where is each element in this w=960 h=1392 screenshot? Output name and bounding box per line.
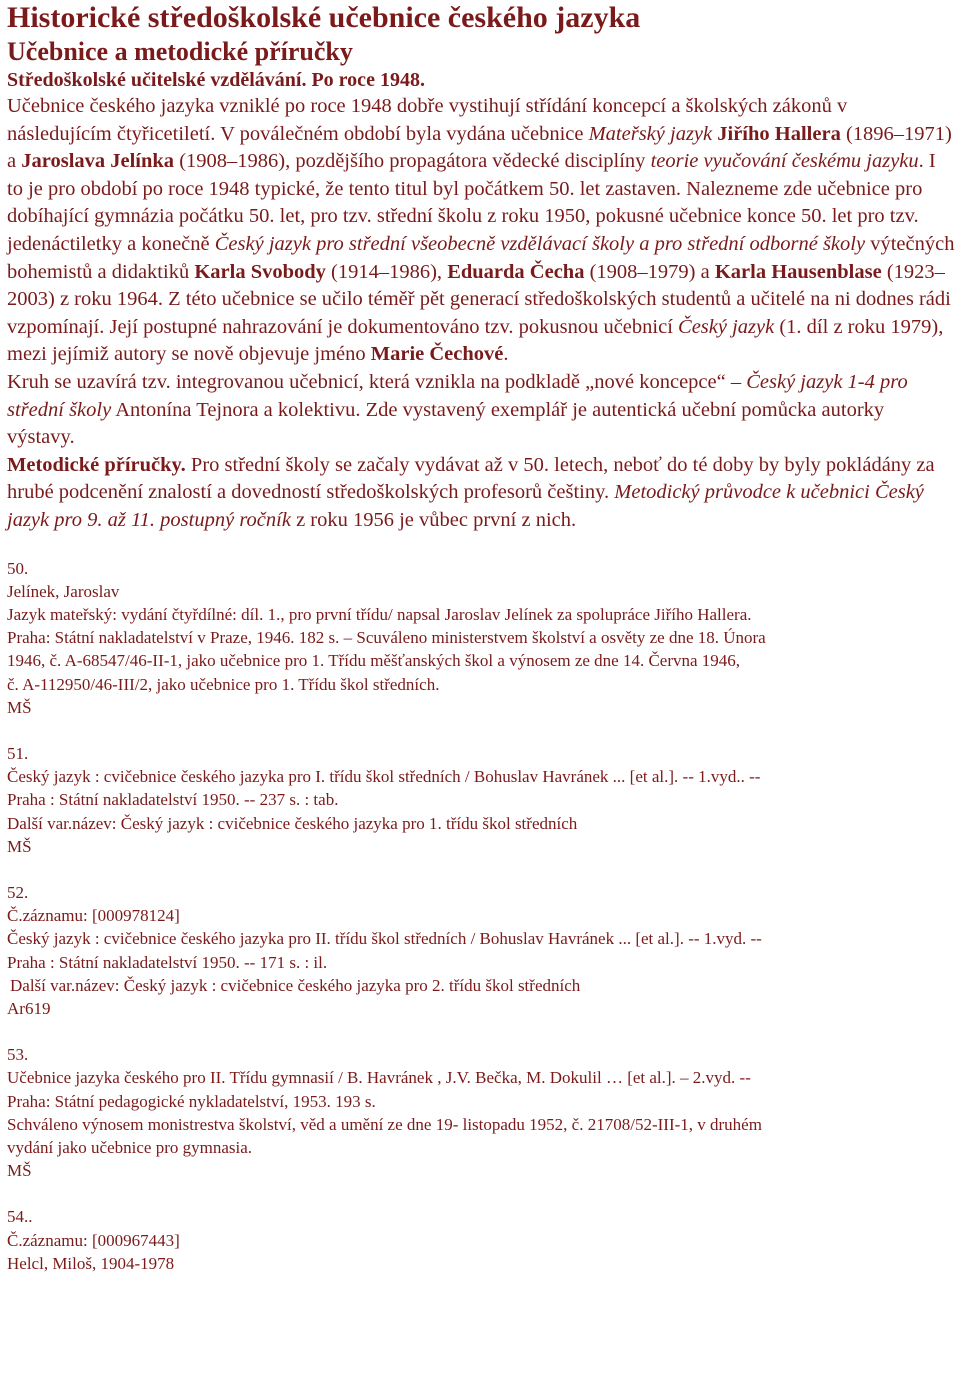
catalog-entry-52 — [7, 881, 955, 1020]
author-name: Karla Svobody — [194, 260, 326, 283]
catalog-entry-51 — [7, 742, 955, 858]
entry-location: MŠ — [7, 836, 32, 856]
entry-line: Další var.název: Český jazyk : cvičebnice českého jazyka pro 1. třídu škol středních — [7, 813, 578, 833]
text-run: (1. díl z roku 1979), mezi jejímiž autory se nově objevuje jméno — [7, 315, 944, 366]
author-name: Marie Čechové — [370, 343, 504, 366]
text-run: . I to je pro období po roce 1948 typické, že tento titul byl počátkem 50. let zastaven. Nalezneme zde učebnice pro dobíhající gymnázia počátku 50. let, pro tzv. střední školu z roku 1950, pokusné učebnice konce 50. let pro tzv. jedenáctiletky a konečně — [7, 150, 936, 255]
entry-line: č. A-112950/46-III/2, jako učebnice pro 1. Třídu škol středních. — [7, 674, 440, 694]
author-name: Jaroslava Jelínka — [21, 150, 175, 173]
entry-number: 54.. — [7, 1207, 33, 1227]
text-run: (1908–1986), pozdějšího propagátora vědecké disciplíny — [174, 150, 651, 173]
book-title: Metodický průvodce k učebnici Český jazyk pro 9. až 11. postupný ročník — [7, 481, 924, 531]
text-run: Antonína Tejnora a kolektivu. Zde vystavený exemplář je autentická učební pomůcka autorky výstavy. — [7, 398, 885, 449]
author-name: Jiřího Hallera — [717, 122, 841, 145]
document-page — [7, 0, 955, 1298]
entry-line: vydání jako učebnice pro gymnasia. — [7, 1137, 253, 1157]
entry-location: MŠ — [7, 697, 32, 717]
text-run: Kruh se uzavírá tzv. integrovanou učebnicí, která vznikla na podkladě „nové koncepce“ – — [7, 370, 747, 393]
entry-line: Jazyk mateřský: vydání čtyřdílné: díl. 1., pro první třídu/ napsal Jaroslav Jelínek za spolupráce Jiřího Hallera. — [7, 604, 752, 624]
section-heading: Středoškolské učitelské vzdělávání. Po roce 1948. — [7, 69, 425, 91]
text-run: (1923–2003) z roku 1964. Z této učebnice se učilo téměř pět generací středoškolských studentů a učitelé na ni dodnes rádi vzpomínají. Její postupné nahrazování je dokumentováno tzv. pokusnou učebnicí — [7, 260, 951, 338]
text-run: Pro střední školy se začaly vydávat až v 50. letech, neboť do té doby by byly pokládány za hrubé podcenění znalostí a dovedností středoškolských profesorů češtiny. — [7, 453, 935, 504]
text-run: (1914–1986), — [325, 260, 448, 283]
book-title: Český jazyk pro střední všeobecně vzdělávací školy a pro střední odborné školy — [214, 232, 866, 255]
entry-line: Jelínek, Jaroslav — [7, 581, 120, 601]
entry-line: Český jazyk : cvičebnice českého jazyka pro I. třídu škol středních / Bohuslav Havránek ... [et al.]. -- 1.vyd.. -- — [7, 767, 761, 787]
entry-location: MŠ — [7, 1161, 32, 1181]
entry-line: Schváleno výnosem monistrestva školství, věd a umění ze dne 19- listopadu 1952, č. 21708/52-III-1, v druhém — [7, 1114, 762, 1134]
text-run: (1896–1971) a — [7, 122, 952, 173]
entry-line: Učebnice jazyka českého pro II. Třídu gymnasií / B. Havránek , J.V. Bečka, M. Dokulil … [et al.]. – 2.vyd. -- — [7, 1068, 751, 1088]
discipline-name: teorie vyučování českému jazyku — [650, 150, 919, 173]
book-title: Český jazyk 1-4 pro střední školy — [7, 370, 908, 421]
paragraph-lead: Metodické příručky. — [7, 453, 186, 476]
entry-line: Helcl, Miloš, 1904-1978 — [7, 1253, 175, 1273]
page-subtitle: Učebnice a metodické příručky — [7, 37, 353, 66]
book-title: Český jazyk — [678, 315, 775, 338]
intro-paragraph-3 — [7, 452, 955, 535]
text-run: . — [503, 343, 509, 366]
text-run: z roku 1956 je vůbec první z nich. — [290, 508, 577, 531]
catalog-entries — [7, 557, 955, 1275]
catalog-entry-53 — [7, 1043, 955, 1182]
author-name: Karla Hausenblase — [714, 260, 882, 283]
text-run: výtečných bohemistů a didaktiků — [7, 232, 955, 283]
entry-line: Praha: Státní pedagogické nykladatelství, 1953. 193 s. — [7, 1091, 376, 1111]
text-run: (1908–1979) a — [584, 260, 715, 283]
catalog-entry-54 — [7, 1205, 955, 1275]
entry-number: 52. — [7, 882, 29, 902]
entry-line: Praha : Státní nakladatelství 1950. -- 237 s. : tab. — [7, 790, 339, 810]
entry-number: 53. — [7, 1045, 29, 1065]
book-title: Mateřský jazyk — [588, 122, 713, 145]
entry-line: Praha: Státní nakladatelství v Praze, 1946. 182 s. – Scuváleno ministerstvem školství a osvěty ze dne 18. Února — [7, 628, 766, 648]
catalog-entry-50 — [7, 557, 955, 719]
page-title: Historické středoškolské učebnice českého jazyka — [7, 1, 641, 34]
author-name: Eduarda Čecha — [447, 260, 585, 283]
entry-line: Další var.název: Český jazyk : cvičebnice českého jazyka pro 2. třídu škol středních — [10, 975, 581, 995]
entry-line: 1946, č. A-68547/46-II-1, jako učebnice pro 1. Třídu měšťanských škol a výnosem ze dne 14. Června 1946, — [7, 651, 741, 671]
entry-number: 51. — [7, 743, 29, 763]
entry-location: Ar619 — [7, 998, 51, 1018]
entry-line: Český jazyk : cvičebnice českého jazyka pro II. třídu škol středních / Bohuslav Havránek ... [et al.]. -- 1.vyd. -- — [7, 929, 762, 949]
intro-paragraph-2 — [7, 369, 955, 452]
entry-record-id: Č.záznamu: [000967443] — [7, 1230, 180, 1250]
entry-line: Praha : Státní nakladatelství 1950. -- 171 s. : il. — [7, 952, 328, 972]
intro-paragraph-1 — [7, 93, 955, 369]
entry-record-id: Č.záznamu: [000978124] — [7, 906, 180, 926]
entry-number: 50. — [7, 558, 29, 578]
text-run: Učebnice českého jazyka vzniklé po roce 1948 dobře vystihují střídání koncepcí a školských zákonů v následujícím čtyřicetiletí. V poválečném období byla vydána učebnice — [7, 95, 848, 145]
